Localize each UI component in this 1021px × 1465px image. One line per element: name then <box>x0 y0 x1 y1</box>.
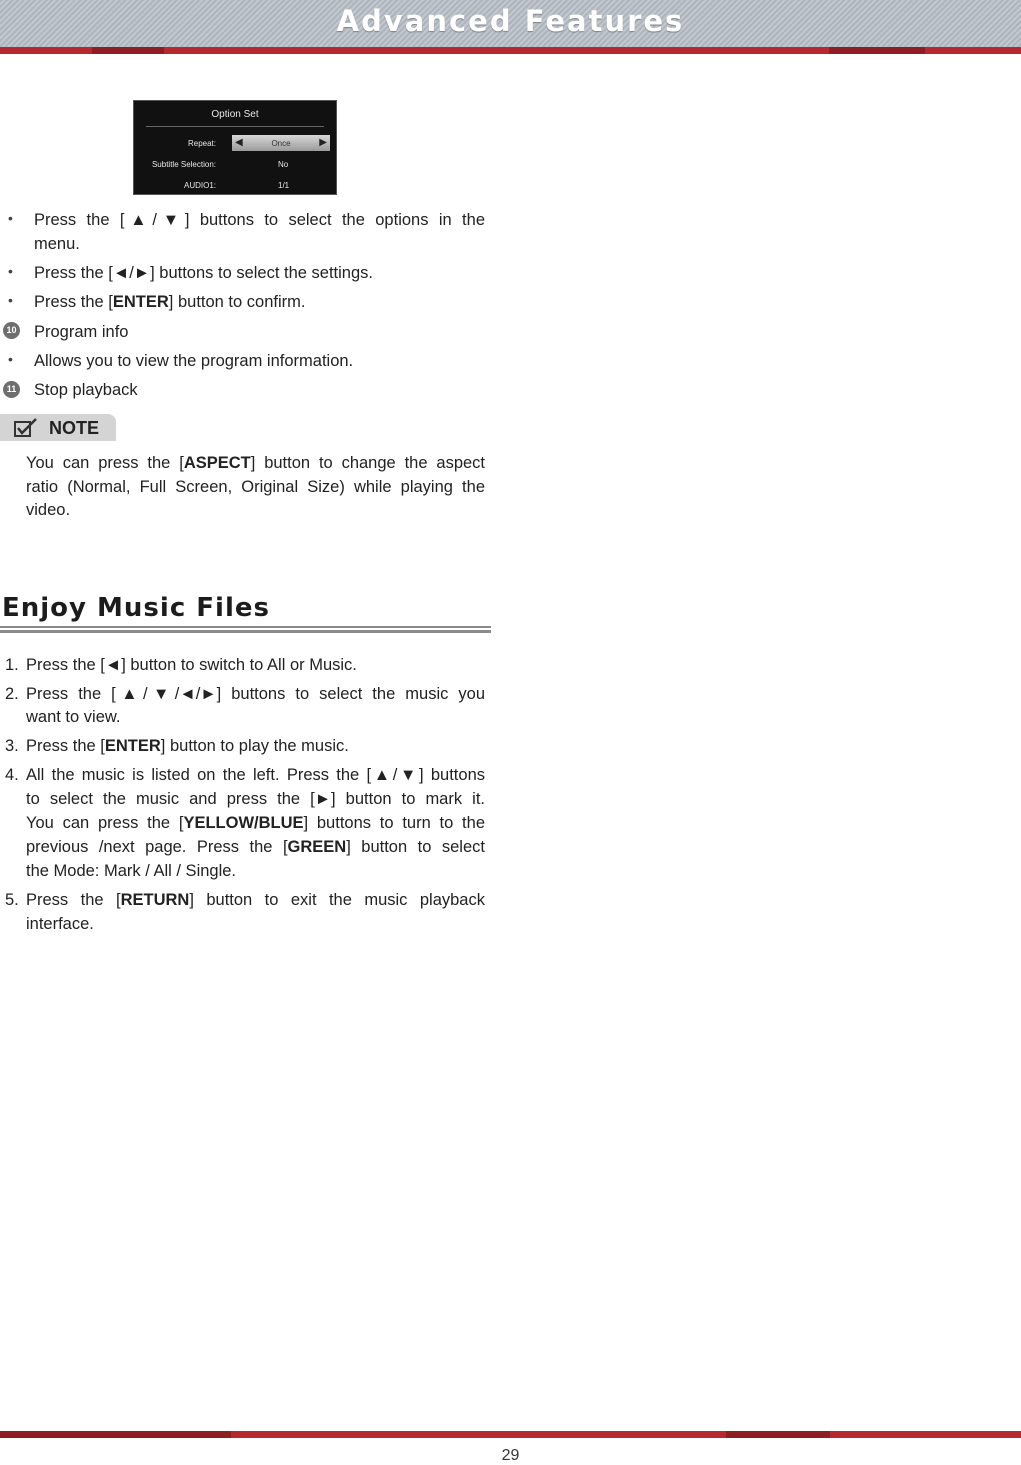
step-text: Press the [◄] button to switch to All or Music. <box>26 656 357 674</box>
step-text <box>26 763 485 787</box>
step-number: 4. <box>5 766 19 784</box>
page-number: 29 <box>501 1447 520 1464</box>
step-text <box>26 835 485 859</box>
button-name: RETURN <box>120 891 190 909</box>
footer-accent-segment <box>0 1431 231 1438</box>
subtitle-selection-label: Subtitle Selection: <box>151 160 216 169</box>
step-number: 1. <box>5 656 19 674</box>
bullet-text <box>34 290 305 314</box>
number-11-badge: 11 <box>3 381 20 398</box>
button-name: YELLOW/BLUE <box>183 814 304 832</box>
bullet-dot-icon: • <box>8 292 13 308</box>
text-part: All the music is listed on the left. Press the [▲/▼] buttons <box>26 766 485 784</box>
text-part: You can press the [ <box>26 814 184 832</box>
section-rule <box>0 626 491 628</box>
bullet-text-line: Press the [▲/▼] buttons to select the options in the <box>34 211 485 229</box>
step-number: 3. <box>5 737 19 755</box>
section-title: Enjoy Music Files <box>2 593 270 623</box>
text-part: previous /next page. Press the [ <box>26 838 288 856</box>
subtitle-selection-value: No <box>278 160 289 169</box>
bullet-text-continuation: menu. <box>34 235 80 253</box>
text-part: ] button to select <box>346 838 485 856</box>
button-name: GREEN <box>287 838 347 856</box>
text-part: ] button to confirm. <box>168 293 306 311</box>
note-checkbox-icon <box>14 418 40 438</box>
bullet-dot-icon: • <box>8 210 13 226</box>
audio1-value: 1/1 <box>278 181 290 190</box>
option-set-divider <box>146 126 324 127</box>
page-header <box>0 0 1021 47</box>
audio1-label: AUDIO1: <box>183 181 216 190</box>
note-text: video. <box>26 501 71 519</box>
text-part: ] button to play the music. <box>160 737 349 755</box>
left-arrow-icon: ◀ <box>235 137 243 148</box>
text-part: ] button to exit the music playback <box>189 891 485 909</box>
step-text <box>26 888 485 912</box>
text-part: Press the [ <box>26 737 105 755</box>
footer-accent-segment <box>726 1431 830 1438</box>
step-text <box>26 734 349 758</box>
bullet-dot-icon: • <box>8 263 13 279</box>
bullet-text <box>34 208 485 232</box>
text-part: You can press the [ <box>26 454 184 472</box>
note-text <box>26 475 485 499</box>
program-info-heading: Program info <box>34 323 129 341</box>
note-tab <box>0 414 116 441</box>
text-part: Press the [ <box>26 891 121 909</box>
text-part: ] button to change the aspect <box>250 454 486 472</box>
text-part: to select the music and press the [►] button to mark it. <box>26 790 485 808</box>
bullet-dot-icon: • <box>8 351 13 367</box>
repeat-value: Once <box>271 139 291 148</box>
header-accent-segment <box>829 47 925 54</box>
stop-playback-heading: Stop playback <box>34 381 138 399</box>
text-part: Press the [▲/▼/◄/►] buttons to select the music you <box>26 685 485 703</box>
repeat-label: Repeat: <box>187 139 216 148</box>
text-part: ratio (Normal, Full Screen, Original Size) while playing the <box>26 478 485 496</box>
button-name: ASPECT <box>183 454 251 472</box>
text-part: Press the [ <box>34 293 113 311</box>
repeat-selector <box>232 135 330 151</box>
number-10-badge: 10 <box>3 322 20 339</box>
step-text <box>26 811 485 835</box>
step-number: 5. <box>5 891 19 909</box>
note-label: NOTE <box>49 418 100 438</box>
step-text <box>26 787 485 811</box>
section-rule <box>0 630 491 633</box>
bullet-text: Allows you to view the program information. <box>34 352 354 370</box>
header-title: Advanced Features <box>336 4 685 38</box>
button-name: ENTER <box>112 293 169 311</box>
option-set-menu-screenshot <box>133 100 337 195</box>
option-set-title: Option Set <box>211 109 259 120</box>
header-accent-segment <box>92 47 164 54</box>
step-text <box>26 682 485 706</box>
step-text: the Mode: Mark / All / Single. <box>26 862 237 880</box>
right-arrow-icon: ▶ <box>319 137 327 148</box>
step-number: 2. <box>5 685 19 703</box>
button-name: ENTER <box>104 737 161 755</box>
note-text <box>26 451 485 475</box>
step-text: want to view. <box>26 708 121 726</box>
bullet-text: Press the [◄/►] buttons to select the settings. <box>34 264 373 282</box>
text-part: ] buttons to turn to the <box>303 814 485 832</box>
step-text: interface. <box>26 915 94 933</box>
